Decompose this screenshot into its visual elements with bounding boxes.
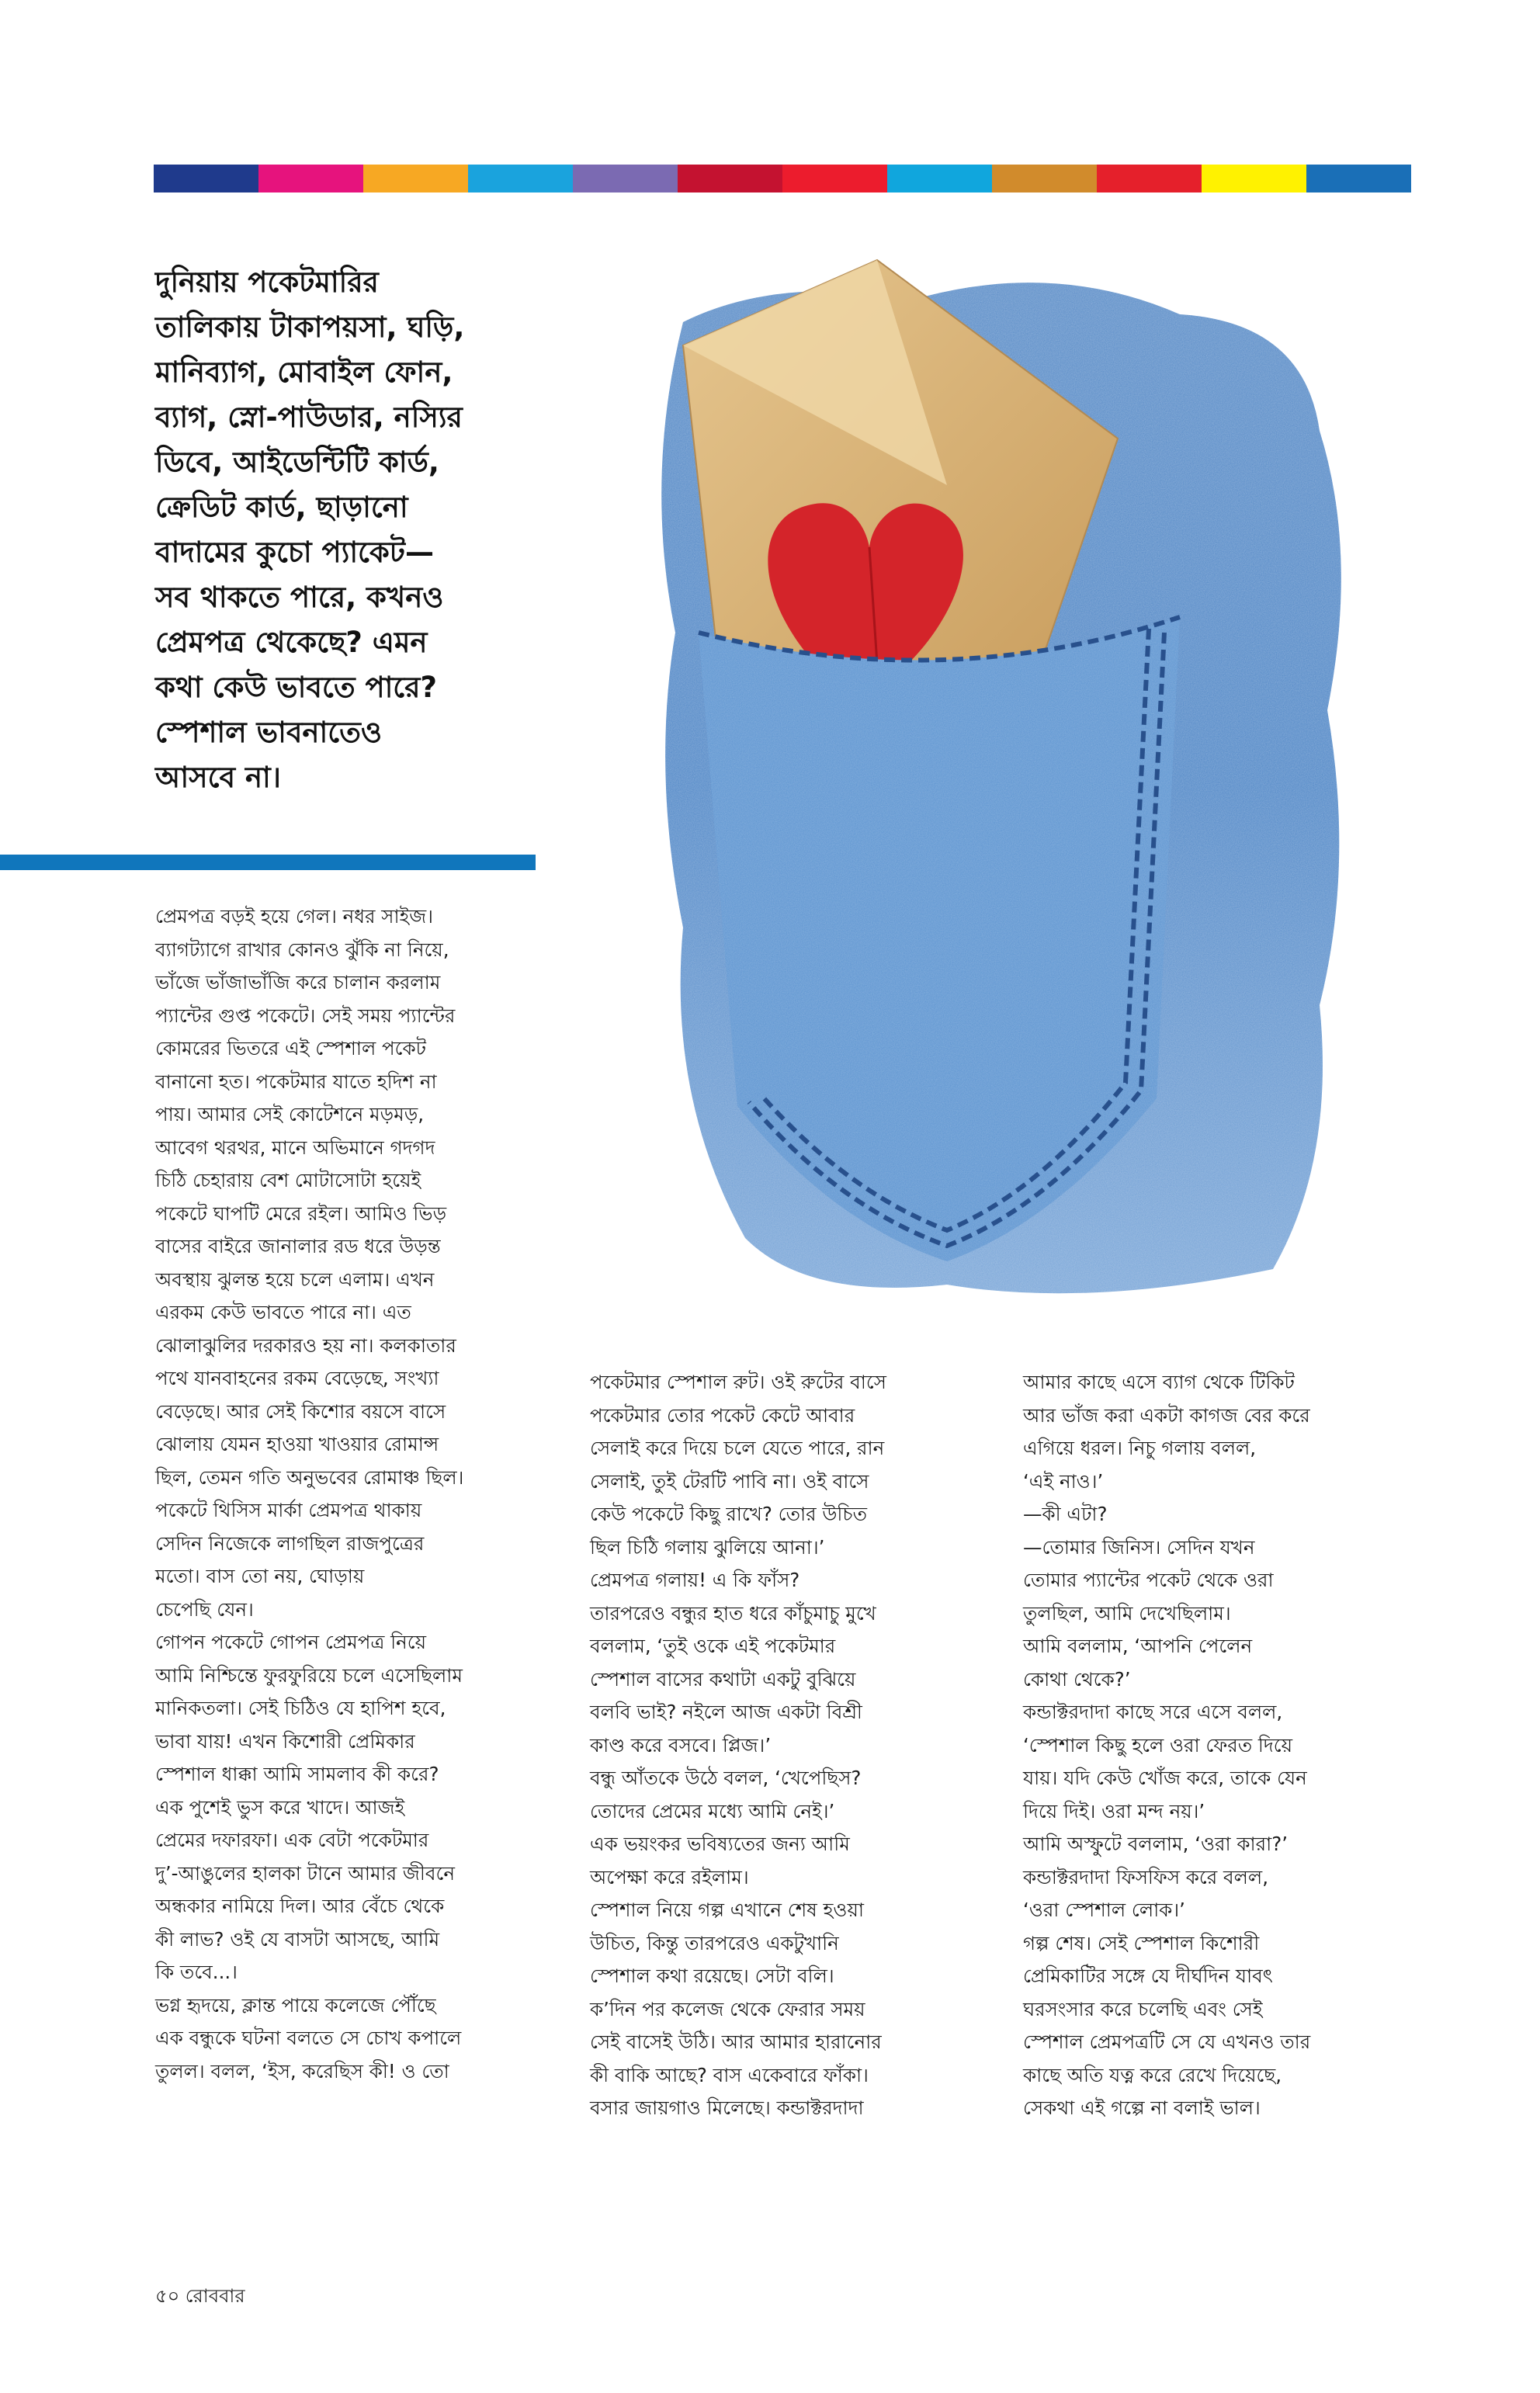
stripe-segment-7 — [782, 165, 887, 192]
stripe-segment-3 — [363, 165, 468, 192]
body-column-2: পকেটমার স্পেশাল রুট। ওই রুটের বাসে পকেটমার তোর পকেট কেটে আবার সেলাই করে দিয়ে চলে যেতে পারে, রান সেলাই, তুই টেরটি পাবি না। ওই বাসে কেউ পকেটে কিছু রাখে? তোর উচিত ছিল চিঠি গলায় ঝুলিয়ে আনা।’ প্রেমপত্র গলায়! এ কি ফাঁস? তারপরেও বন্ধুর হাত ধরে কাঁচুমাচু মুখে বললাম, ‘তুই ওকে এই পকেটমার স্পেশাল বাসের কথাটা একটু বুঝিয়ে বলবি ভাই? নইলে আজ একটা বিশ্রী কাণ্ড করে বসবে। প্লিজ।’ বন্ধু আঁতকে উঠে বলল, ‘খেপেছিস? তোদের প্রেমের মধ্যে আমি নেই।’ এক ভয়ংকর ভবিষ্যতের জন্য আমি অপেক্ষা করে রইলাম। স্পেশাল নিয়ে গল্প এখানে শেষ হওয়া উচিত, কিন্তু তারপরেও একটুখানি স্পেশাল কথা রয়েছে। সেটা বলি। ক’দিন পর কলেজ থেকে ফেরার সময় সেই বাসেই উঠি। আর আমার হারানোর কী বাকি আছে? বাস একেবারে ফাঁকা। বসার জায়গাও মিলেছে। কন্ডাক্টরদাদা — [590, 1371, 886, 2119]
stripe-segment-9 — [992, 165, 1097, 192]
pull-quote: দুনিয়ায় পকেটমারির তালিকায় টাকাপয়সা, ঘড়ি, মানিব্যাগ, মোবাইল ফোন, ব্যাগ, স্নো-পাউডার, নস্যির ডিবে, আইডেন্টিটি কার্ড, ক্রেডিট কার্ড, ছাড়ানো বাদামের কুচো প্যাকেট— সব থাকতে পারে, কখনও প্রেমপত্র থেকেছে? এমন কথা কেউ ভাবতে পারে? স্পেশাল ভাবনাতেও আসবে না। — [155, 265, 465, 794]
denim-pocket-love-letter-illustration — [621, 229, 1366, 1316]
stripe-segment-8 — [887, 165, 992, 192]
body-column-1: প্রেমপত্র বড়ই হয়ে গেল। নধর সাইজ। ব্যাগট্যাগে রাখার কোনও ঝুঁকি না নিয়ে, ভাঁজে ভাঁজাভাঁজি করে চালান করলাম প্যান্টের গুপ্ত পকেটে। সেই সময় প্যান্টের কোমরের ভিতরে এই স্পেশাল পকেট বানানো হত। পকেটমার যাতে হদিশ না পায়। আমার সেই কোটেশনে মড়মড়, আবেগ থরথর, মানে অভিমানে গদগদ চিঠি চেহারায় বেশ মোটাসোটা হয়েই পকেটে ঘাপটি মেরে রইল। আমিও ভিড় বাসের বাইরে জানালার রড ধরে উড়ন্ত অবস্থায় ঝুলন্ত হয়ে চলে এলাম। এখন এরকম কেউ ভাবতে পারে না। এত ঝোলাঝুলির দরকারও হয় না। কলকাতার পথে যানবাহনের রকম বেড়েছে, সংখ্যা বেড়েছে। আর সেই কিশোর বয়সে বাসে ঝোলায় যেমন হাওয়া খাওয়ার রোমান্স ছিল, তেমন গতি অনুভবের রোমাঞ্চ ছিল। পকেটে থিসিস মার্কা প্রেমপত্র থাকায় সেদিন নিজেকে লাগছিল রাজপুত্রের মতো। বাস তো নয়, ঘোড়ায় চেপেছি যেন। গোপন পকেটে গোপন প্রেমপত্র নিয়ে আমি নিশ্চিন্তে ফুরফুরিয়ে চলে এসেছিলাম মানিকতলা। সেই চিঠিও যে হাপিশ হবে, ভাবা যায়! এখন কিশোরী প্রেমিকার স্পেশাল ধাক্কা আমি সামলাব কী করে? এক পুশেই ভুস করে খাদে। আজই প্রেমের দফারফা। এক বেটা পকেটমার দু’-আঙুলের হালকা টানে আমার জীবনে অন্ধকার নামিয়ে দিল। আর বেঁচে থেকে কী লাভ? ওই যে বাসটা আসছে, আমি কি তবে...। ভগ্ন হৃদয়ে, ক্লান্ত পায়ে কলেজে পৌঁছে এক বন্ধুকে ঘটনা বলতে সে চোখ কপালে তুলল। বলল, ‘ইস, করেছিস কী! ও তো — [155, 905, 464, 2083]
pull-quote-rule — [0, 855, 536, 870]
stripe-segment-12 — [1306, 165, 1411, 192]
stripe-segment-6 — [678, 165, 782, 192]
stripe-segment-2 — [258, 165, 363, 192]
stripe-segment-5 — [573, 165, 678, 192]
stripe-segment-10 — [1097, 165, 1202, 192]
page-folio: ৫০ রোববার — [155, 2285, 245, 2307]
stripe-segment-11 — [1202, 165, 1306, 192]
stripe-segment-1 — [154, 165, 258, 192]
body-column-3: আমার কাছে এসে ব্যাগ থেকে টিকিট আর ভাঁজ করা একটা কাগজ বের করে এগিয়ে ধরল। নিচু গলায় বলল, ‘এই নাও।’ —কী এটা? —তোমার জিনিস। সেদিন যখন তোমার প্যান্টের পকেট থেকে ওরা তুলছিল, আমি দেখেছিলাম। আমি বললাম, ‘আপনি পেলেন কোথা থেকে?’ কন্ডাক্টরদাদা কাছে সরে এসে বলল, ‘স্পেশাল কিছু হলে ওরা ফেরত দিয়ে যায়। যদি কেউ খোঁজ করে, তাকে যেন দিয়ে দিই। ওরা মন্দ নয়।’ আমি অস্ফুটে বললাম, ‘ওরা কারা?’ কন্ডাক্টরদাদা ফিসফিস করে বলল, ‘ওরা স্পেশাল লোক।’ গল্প শেষ। সেই স্পেশাল কিশোরী প্রেমিকাটির সঙ্গে যে দীর্ঘদিন যাবৎ ঘরসংসার করে চলেছি এবং সেই স্পেশাল প্রেমপত্রটি সে যে এখনও তার কাছে অতি যত্ন করে রেখে দিয়েছে, সেকথা এই গল্পে না বলাই ভাল। — [1023, 1371, 1311, 2119]
stripe-segment-4 — [468, 165, 573, 192]
color-stripe-bar — [154, 165, 1411, 192]
